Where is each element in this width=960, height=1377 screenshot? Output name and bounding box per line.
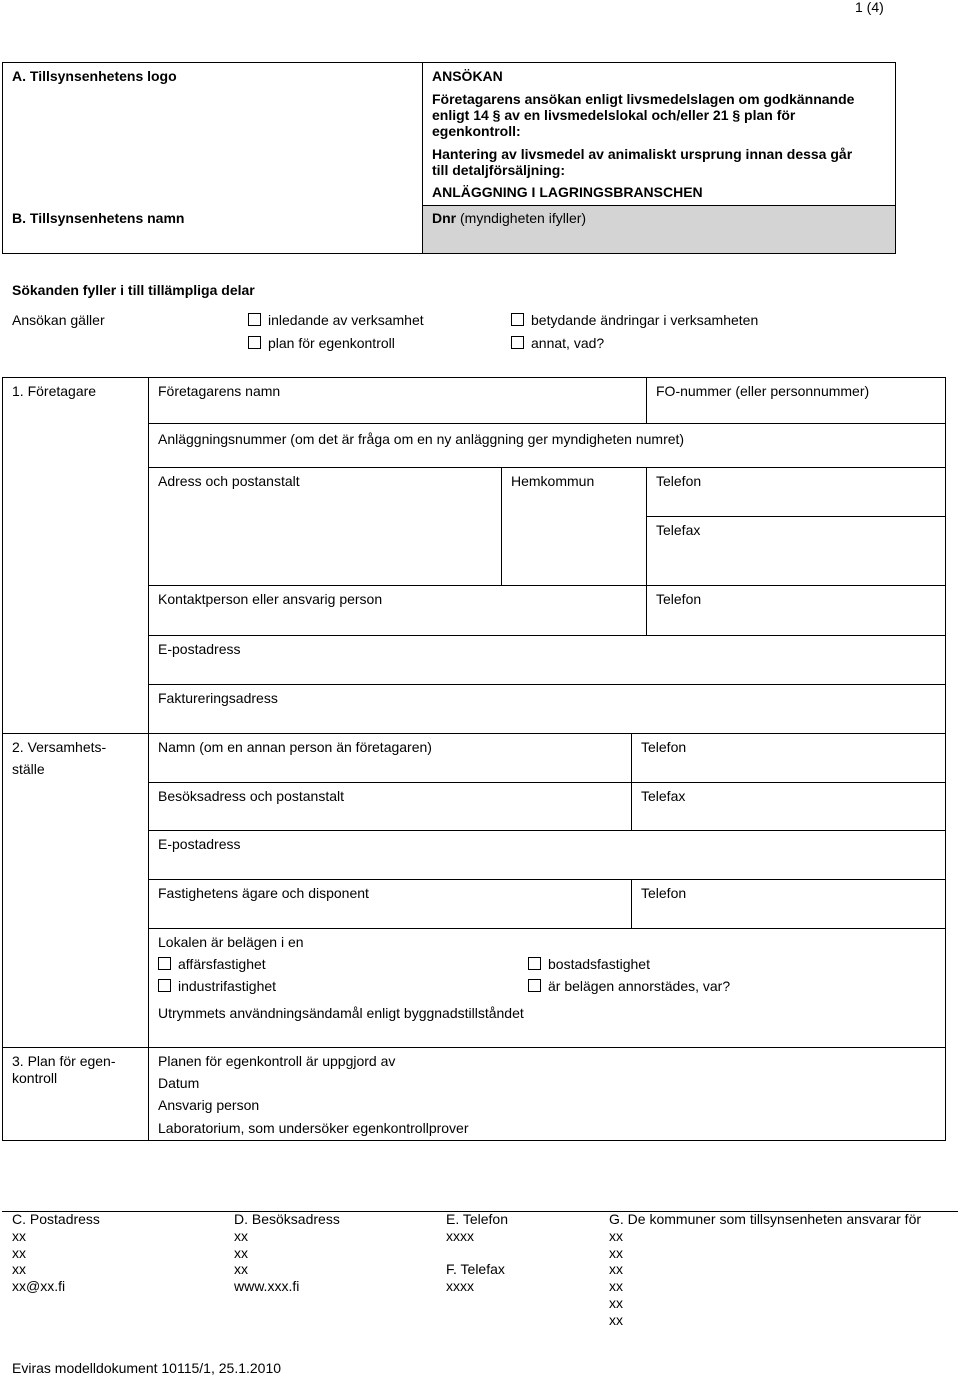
authority-name-label: B. Tillsynsenhetens namn	[12, 210, 185, 226]
location-option-label: är belägen annorstädes, var?	[548, 978, 731, 994]
footer-line: xx	[609, 1311, 623, 1328]
handling-description-line: till detaljförsäljning:	[432, 162, 566, 178]
laboratory-label: Laboratorium, som undersöker egenkontrollprover	[158, 1120, 469, 1136]
handling-description-line: Hantering av livsmedel av animaliskt ursprung innan dessa går	[432, 146, 853, 162]
application-description-line: egenkontroll:	[432, 123, 521, 139]
premises-phone-field	[631, 733, 946, 783]
company-name-field	[148, 377, 647, 424]
footer-line: xxxx	[446, 1278, 474, 1295]
property-owner-field	[148, 879, 632, 929]
visiting-address-field	[148, 782, 632, 831]
email-field	[148, 635, 946, 685]
dnr-field	[422, 205, 896, 254]
checkbox-residential-property[interactable]	[528, 957, 541, 970]
footer-line: xx	[609, 1261, 623, 1278]
application-concerns-label: Ansökan gäller	[12, 312, 105, 328]
section-3-label-cell	[2, 1047, 149, 1141]
footer-telefax	[446, 1261, 505, 1295]
footer-line: xx	[609, 1227, 623, 1244]
footer-postal-address	[12, 1211, 100, 1295]
page-number: 1 (4)	[855, 0, 884, 15]
plan-author-label: Planen för egenkontroll är uppgjord av	[158, 1053, 396, 1069]
application-title-box	[422, 62, 896, 206]
plan-date-label: Datum	[158, 1075, 200, 1091]
facility-number-field	[148, 423, 946, 468]
telefax-label: Telefax	[656, 522, 701, 538]
address-label: Adress och postanstalt	[158, 473, 300, 489]
contact-phone-label: Telefon	[656, 591, 702, 607]
premises-telefax-field	[631, 782, 946, 831]
instructions-heading: Sökanden fyller i till tillämpliga delar	[12, 282, 255, 298]
footer-line: xx	[234, 1261, 248, 1278]
footer-line: xx	[609, 1244, 623, 1261]
premises-phone-label: Telefon	[641, 739, 687, 755]
premises-location-field	[148, 928, 946, 1048]
checkbox-initial-operation[interactable]	[248, 313, 261, 326]
facility-number-label: Anläggningsnummer (om det är fråga om en ny anläggning ger myndigheten numret)	[158, 431, 685, 447]
application-title: ANSÖKAN	[432, 68, 503, 84]
authority-info-box	[2, 62, 423, 254]
application-description-line: enligt 14 § av en livsmedelslokal och/eller 21 § plan för	[432, 107, 796, 123]
property-owner-label: Fastighetens ägare och disponent	[158, 885, 369, 901]
option-label: plan för egenkontroll	[268, 335, 395, 351]
dnr-label: Dnr	[432, 210, 457, 226]
premises-email-field	[148, 830, 946, 880]
footer-line: xx	[609, 1278, 623, 1295]
premises-email-label: E-postadress	[158, 836, 241, 852]
checkbox-elsewhere[interactable]	[528, 979, 541, 992]
option-label: betydande ändringar i verksamheten	[531, 312, 759, 328]
footer-line: xx	[12, 1227, 26, 1244]
responsible-person-label: Ansvarig person	[158, 1097, 260, 1113]
dnr-note: (myndigheten ifyller)	[460, 210, 587, 226]
checkbox-other[interactable]	[511, 336, 524, 349]
municipality-label: Hemkommun	[511, 473, 595, 489]
business-id-field	[646, 377, 946, 424]
footer-visiting-address	[234, 1211, 340, 1295]
premises-name-label: Namn (om en annan person än företagaren)	[158, 739, 432, 755]
location-label: Lokalen är belägen i en	[158, 934, 304, 950]
section-3-title-line: kontroll	[12, 1070, 58, 1086]
footer-line: xx	[234, 1244, 248, 1261]
footer-label: F. Telefax	[446, 1261, 505, 1278]
application-description-line: Företagarens ansökan enligt livsmedelslagen om godkännande	[432, 91, 855, 107]
footer-line: xx	[12, 1261, 26, 1278]
footer-label: G. De kommuner som tillsynsenheten ansvarar för	[609, 1211, 922, 1227]
location-option-label: affärsfastighet	[178, 956, 266, 972]
location-option-label: industrifastighet	[178, 978, 277, 994]
authority-logo-label: A. Tillsynsenhetens logo	[12, 68, 177, 84]
footer-line: xxxx	[446, 1227, 474, 1244]
business-id-label: FO-nummer (eller personnummer)	[656, 383, 870, 399]
option-label: annat, vad?	[531, 335, 605, 351]
company-name-label: Företagarens namn	[158, 383, 281, 399]
footer-label: D. Besöksadress	[234, 1211, 340, 1227]
section-2-title-line: ställe	[12, 761, 45, 777]
footer-line: xx	[12, 1244, 26, 1261]
footer-line: www.xxx.fi	[234, 1278, 300, 1295]
phone-field	[646, 467, 946, 517]
sector-title: ANLÄGGNING I LAGRINGSBRANSCHEN	[432, 184, 703, 200]
footer-line: xx	[609, 1294, 623, 1311]
phone-label: Telefon	[656, 473, 702, 489]
visiting-address-label: Besöksadress och postanstalt	[158, 788, 344, 804]
self-monitoring-plan-field	[148, 1047, 946, 1141]
premises-name-field	[148, 733, 632, 783]
intended-use-label: Utrymmets användningsändamål enligt byggnadstillståndet	[158, 1005, 524, 1021]
owner-phone-field	[631, 879, 946, 929]
billing-address-label: Faktureringsadress	[158, 690, 278, 706]
billing-address-field	[148, 684, 946, 734]
section-1-label-cell	[2, 377, 149, 734]
footer-line: xx	[234, 1227, 248, 1244]
contact-person-label: Kontaktperson eller ansvarig person	[158, 591, 383, 607]
footer-municipalities	[609, 1211, 921, 1329]
contact-person-field	[148, 585, 647, 636]
municipality-field	[501, 467, 647, 586]
footer-label: E. Telefon	[446, 1211, 509, 1227]
location-option-label: bostadsfastighet	[548, 956, 650, 972]
checkbox-self-monitoring-plan[interactable]	[248, 336, 261, 349]
option-label: inledande av verksamhet	[268, 312, 424, 328]
premises-telefax-label: Telefax	[641, 788, 686, 804]
checkbox-significant-changes[interactable]	[511, 313, 524, 326]
footer-telephone	[446, 1211, 508, 1245]
address-field	[148, 467, 502, 586]
owner-phone-label: Telefon	[641, 885, 687, 901]
checkbox-commercial-property[interactable]	[158, 957, 171, 970]
section-2-title-line: 2. Versamhets-	[12, 739, 107, 755]
footer-line: xx@xx.fi	[12, 1278, 66, 1295]
section-1-title: 1. Företagare	[12, 383, 97, 399]
section-2-label-cell	[2, 733, 149, 1048]
contact-phone-field	[646, 585, 946, 636]
document-reference: Eviras modelldokument 10115/1, 25.1.2010	[12, 1360, 282, 1376]
email-label: E-postadress	[158, 641, 241, 657]
footer-label: C. Postadress	[12, 1211, 100, 1227]
telefax-field	[646, 516, 946, 586]
dnr-caption	[432, 210, 586, 226]
section-3-title-line: 3. Plan för egen-	[12, 1053, 116, 1069]
checkbox-industrial-property[interactable]	[158, 979, 171, 992]
